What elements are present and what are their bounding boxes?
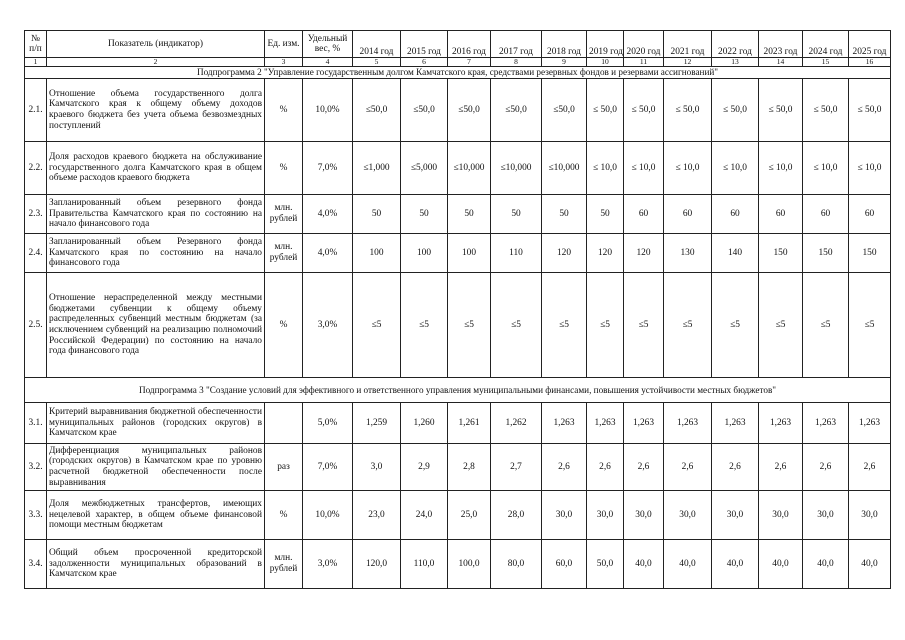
year-value-cell: ≤5 xyxy=(849,273,891,378)
year-value-cell: 1,260 xyxy=(401,403,448,444)
year-value-cell: 1,263 xyxy=(664,403,712,444)
year-value-cell: 50 xyxy=(587,195,624,234)
year-value-cell: 120 xyxy=(624,234,664,273)
column-number: 1 xyxy=(25,58,47,67)
indicator-row xyxy=(25,403,891,444)
year-value-cell: 50 xyxy=(542,195,587,234)
column-number: 3 xyxy=(265,58,303,67)
column-number-row xyxy=(25,58,891,67)
header-year: 2019 год xyxy=(587,31,624,58)
year-value-cell: 40,0 xyxy=(803,540,849,589)
year-value-cell: ≤5 xyxy=(712,273,759,378)
year-value-cell: 40,0 xyxy=(664,540,712,589)
year-value-cell: 60 xyxy=(759,195,803,234)
unit-cell: раз xyxy=(265,444,303,491)
year-value-cell: 150 xyxy=(849,234,891,273)
year-value-cell: 50,0 xyxy=(587,540,624,589)
column-number: 8 xyxy=(491,58,542,67)
year-value-cell: 150 xyxy=(759,234,803,273)
year-value-cell: 1,263 xyxy=(587,403,624,444)
column-number: 7 xyxy=(448,58,491,67)
year-value-cell: 60 xyxy=(849,195,891,234)
row-number: 2.2. xyxy=(25,142,47,195)
row-number: 3.1. xyxy=(25,403,47,444)
year-value-cell: 50 xyxy=(353,195,401,234)
row-number: 3.2. xyxy=(25,444,47,491)
weight-cell: 3,0% xyxy=(303,540,353,589)
year-value-cell: ≤ 50,0 xyxy=(664,79,712,142)
indicator-row xyxy=(25,79,891,142)
year-value-cell: ≤ 10,0 xyxy=(759,142,803,195)
year-value-cell: 1,263 xyxy=(803,403,849,444)
year-value-cell: 80,0 xyxy=(491,540,542,589)
year-value-cell: 50 xyxy=(448,195,491,234)
weight-cell: 5,0% xyxy=(303,403,353,444)
year-value-cell: 23,0 xyxy=(353,491,401,540)
indicator-name: Запланированный объем Резервного фонда Камчатского края по состоянию на начало финансового года xyxy=(47,234,265,273)
subprogram-2-body xyxy=(25,79,891,378)
row-number: 3.3. xyxy=(25,491,47,540)
subprogram-title: Подпрограмма 3 "Создание условий для эффективного и ответственного управления муниципальными финансами, повышения устойчивости местных бюджетов" xyxy=(25,378,891,403)
column-number: 12 xyxy=(664,58,712,67)
year-value-cell: ≤5,000 xyxy=(401,142,448,195)
year-value-cell: ≤5 xyxy=(353,273,401,378)
year-value-cell: 30,0 xyxy=(624,491,664,540)
weight-cell: 4,0% xyxy=(303,234,353,273)
subprogram-3-body xyxy=(25,403,891,589)
year-value-cell: ≤5 xyxy=(448,273,491,378)
header-num: № п/п xyxy=(25,31,47,58)
year-value-cell: 40,0 xyxy=(712,540,759,589)
subprogram-title: Подпрограмма 2 "Управление государственным долгом Камчатского края, средствами резервных фондов и резервами ассигнований" xyxy=(25,67,891,79)
year-value-cell: 120 xyxy=(587,234,624,273)
header-year: 2015 год xyxy=(401,31,448,58)
year-value-cell: ≤ 10,0 xyxy=(664,142,712,195)
year-value-cell: 2,9 xyxy=(401,444,448,491)
year-value-cell: 2,6 xyxy=(664,444,712,491)
weight-cell: 10,0% xyxy=(303,79,353,142)
weight-cell: 7,0% xyxy=(303,444,353,491)
year-value-cell: 2,6 xyxy=(849,444,891,491)
year-value-cell: 2,6 xyxy=(759,444,803,491)
column-number: 2 xyxy=(47,58,265,67)
year-value-cell: 25,0 xyxy=(448,491,491,540)
indicator-name: Доля расходов краевого бюджета на обслуживание государственного долга Камчатского края в общем объеме расходов краевого бюджета xyxy=(47,142,265,195)
unit-cell: % xyxy=(265,273,303,378)
column-number: 10 xyxy=(587,58,624,67)
weight-cell: 7,0% xyxy=(303,142,353,195)
unit-cell xyxy=(265,403,303,444)
year-value-cell: 2,6 xyxy=(712,444,759,491)
unit-cell: млн. рублей xyxy=(265,234,303,273)
year-value-cell: 1,263 xyxy=(849,403,891,444)
year-value-cell: ≤ 10,0 xyxy=(624,142,664,195)
indicator-name: Критерий выравнивания бюджетной обеспеченности муниципальных районов (городских округов) в Камчатском крае xyxy=(47,403,265,444)
year-value-cell: 1,263 xyxy=(624,403,664,444)
column-number: 4 xyxy=(303,58,353,67)
year-value-cell: 1,263 xyxy=(542,403,587,444)
indicator-table xyxy=(24,30,891,589)
year-value-cell: ≤50,0 xyxy=(491,79,542,142)
column-number: 15 xyxy=(803,58,849,67)
table-header-row xyxy=(25,31,891,58)
year-value-cell: 60 xyxy=(664,195,712,234)
header-year: 2021 год xyxy=(664,31,712,58)
indicator-name: Отношение нераспределенной между местными бюджетами субвенции к общему объему распределенных субвенций местным бюджетам (за исключением субвенций на реализацию полномочий Российской Федерации) по состоянию на начало года финансового года xyxy=(47,273,265,378)
row-number: 2.3. xyxy=(25,195,47,234)
column-number: 5 xyxy=(353,58,401,67)
column-number: 9 xyxy=(542,58,587,67)
year-value-cell: 100 xyxy=(448,234,491,273)
year-value-cell: 40,0 xyxy=(624,540,664,589)
year-value-cell: ≤50,0 xyxy=(353,79,401,142)
year-value-cell: ≤5 xyxy=(401,273,448,378)
year-value-cell: 40,0 xyxy=(849,540,891,589)
year-value-cell: 1,263 xyxy=(712,403,759,444)
year-value-cell: ≤5 xyxy=(803,273,849,378)
year-value-cell: ≤ 50,0 xyxy=(849,79,891,142)
year-value-cell: ≤ 10,0 xyxy=(849,142,891,195)
unit-cell: % xyxy=(265,491,303,540)
year-value-cell: ≤10,000 xyxy=(448,142,491,195)
year-value-cell: 1,259 xyxy=(353,403,401,444)
year-value-cell: 30,0 xyxy=(664,491,712,540)
column-number: 6 xyxy=(401,58,448,67)
year-value-cell: 30,0 xyxy=(759,491,803,540)
year-value-cell: ≤10,000 xyxy=(542,142,587,195)
column-number: 11 xyxy=(624,58,664,67)
year-value-cell: 2,6 xyxy=(587,444,624,491)
year-value-cell: 50 xyxy=(491,195,542,234)
indicator-name: Общий объем просроченной кредиторской задолженности муниципальных образований в Камчатском крае xyxy=(47,540,265,589)
year-value-cell: 140 xyxy=(712,234,759,273)
year-value-cell: ≤ 50,0 xyxy=(712,79,759,142)
year-value-cell: 1,263 xyxy=(759,403,803,444)
indicator-row xyxy=(25,195,891,234)
year-value-cell: 2,6 xyxy=(542,444,587,491)
indicator-name: Доля межбюджетных трансфертов, имеющих нецелевой характер, в общем объеме финансовой помощи местным бюджетам xyxy=(47,491,265,540)
year-value-cell: 2,8 xyxy=(448,444,491,491)
year-value-cell: ≤5 xyxy=(542,273,587,378)
year-value-cell: ≤ 50,0 xyxy=(587,79,624,142)
header-weight: Удельный вес, % xyxy=(303,31,353,58)
weight-cell: 4,0% xyxy=(303,195,353,234)
indicator-row xyxy=(25,491,891,540)
unit-cell: % xyxy=(265,142,303,195)
year-value-cell: 110 xyxy=(491,234,542,273)
year-value-cell: ≤50,0 xyxy=(448,79,491,142)
year-value-cell: ≤5 xyxy=(587,273,624,378)
year-value-cell: 24,0 xyxy=(401,491,448,540)
year-value-cell: ≤ 50,0 xyxy=(759,79,803,142)
year-value-cell: 30,0 xyxy=(803,491,849,540)
year-value-cell: ≤5 xyxy=(624,273,664,378)
unit-cell: % xyxy=(265,79,303,142)
year-value-cell: ≤ 50,0 xyxy=(803,79,849,142)
indicator-table-page xyxy=(24,30,890,589)
header-year: 2025 год xyxy=(849,31,891,58)
row-number: 2.1. xyxy=(25,79,47,142)
weight-cell: 3,0% xyxy=(303,273,353,378)
header-indicator: Показатель (индикатор) xyxy=(47,31,265,58)
year-value-cell: 150 xyxy=(803,234,849,273)
year-value-cell: 120,0 xyxy=(353,540,401,589)
row-number: 3.4. xyxy=(25,540,47,589)
indicator-row xyxy=(25,444,891,491)
year-value-cell: 130 xyxy=(664,234,712,273)
year-value-cell: 60 xyxy=(712,195,759,234)
header-year: 2024 год xyxy=(803,31,849,58)
year-value-cell: 120 xyxy=(542,234,587,273)
row-number: 2.5. xyxy=(25,273,47,378)
year-value-cell: 2,7 xyxy=(491,444,542,491)
year-value-cell: ≤1,000 xyxy=(353,142,401,195)
year-value-cell: 100 xyxy=(401,234,448,273)
indicator-row xyxy=(25,234,891,273)
indicator-row xyxy=(25,142,891,195)
header-year: 2014 год xyxy=(353,31,401,58)
year-value-cell: ≤50,0 xyxy=(542,79,587,142)
header-year: 2022 год xyxy=(712,31,759,58)
year-value-cell: ≤5 xyxy=(491,273,542,378)
year-value-cell: 30,0 xyxy=(849,491,891,540)
year-value-cell: 30,0 xyxy=(712,491,759,540)
header-year: 2017 год xyxy=(491,31,542,58)
year-value-cell: 28,0 xyxy=(491,491,542,540)
year-value-cell: 40,0 xyxy=(759,540,803,589)
column-number: 16 xyxy=(849,58,891,67)
year-value-cell: ≤ 10,0 xyxy=(803,142,849,195)
indicator-name: Запланированный объем резервного фонда Правительства Камчатского края по состоянию на начало финансового года xyxy=(47,195,265,234)
subprogram-row xyxy=(25,378,891,403)
year-value-cell: 110,0 xyxy=(401,540,448,589)
year-value-cell: ≤ 10,0 xyxy=(587,142,624,195)
year-value-cell: 1,262 xyxy=(491,403,542,444)
year-value-cell: ≤5 xyxy=(664,273,712,378)
year-value-cell: 2,6 xyxy=(803,444,849,491)
year-value-cell: 100,0 xyxy=(448,540,491,589)
year-value-cell: 3,0 xyxy=(353,444,401,491)
year-value-cell: 60 xyxy=(624,195,664,234)
year-value-cell: 60 xyxy=(803,195,849,234)
year-value-cell: 100 xyxy=(353,234,401,273)
year-value-cell: ≤ 50,0 xyxy=(624,79,664,142)
indicator-name: Дифференциация муниципальных районов (городских округов) в Камчатском крае по уровню расчетной бюджетной обеспеченности после выравнивания xyxy=(47,444,265,491)
column-number: 14 xyxy=(759,58,803,67)
indicator-name: Отношение объема государственного долга Камчатского края к общему объему доходов краевого бюджета без учета объема безвозмездных поступлений xyxy=(47,79,265,142)
year-value-cell: ≤50,0 xyxy=(401,79,448,142)
header-unit: Ед. изм. xyxy=(265,31,303,58)
column-number: 13 xyxy=(712,58,759,67)
year-value-cell: 1,261 xyxy=(448,403,491,444)
year-value-cell: 30,0 xyxy=(542,491,587,540)
year-value-cell: ≤10,000 xyxy=(491,142,542,195)
header-year: 2018 год xyxy=(542,31,587,58)
unit-cell: млн. рублей xyxy=(265,195,303,234)
indicator-row xyxy=(25,540,891,589)
year-value-cell: 60,0 xyxy=(542,540,587,589)
header-year: 2023 год xyxy=(759,31,803,58)
year-value-cell: 2,6 xyxy=(624,444,664,491)
subprogram-row xyxy=(25,67,891,79)
row-number: 2.4. xyxy=(25,234,47,273)
unit-cell: млн. рублей xyxy=(265,540,303,589)
year-value-cell: 50 xyxy=(401,195,448,234)
year-value-cell: ≤5 xyxy=(759,273,803,378)
header-year: 2020 год xyxy=(624,31,664,58)
header-year: 2016 год xyxy=(448,31,491,58)
year-value-cell: 30,0 xyxy=(587,491,624,540)
year-value-cell: ≤ 10,0 xyxy=(712,142,759,195)
indicator-row xyxy=(25,273,891,378)
weight-cell: 10,0% xyxy=(303,491,353,540)
